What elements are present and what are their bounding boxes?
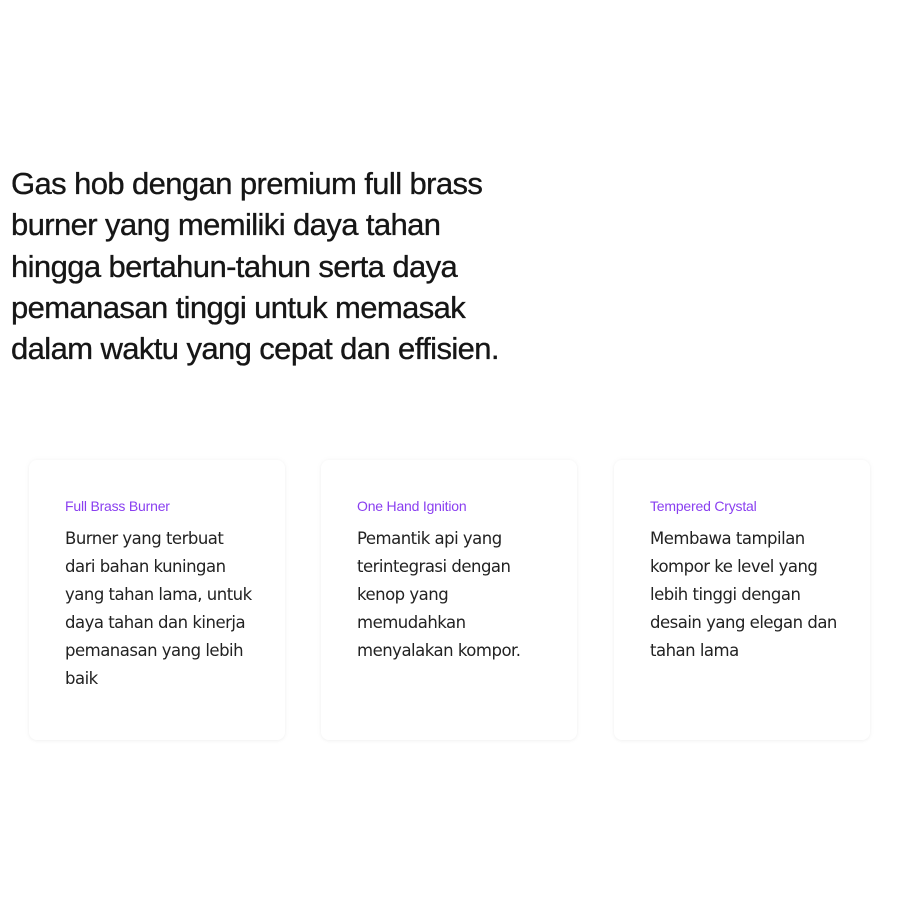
feature-title: One Hand Ignition [357, 498, 467, 514]
feature-card-full-brass-burner [29, 460, 285, 740]
feature-card-one-hand-ignition [321, 460, 577, 740]
section-headline: Gas hob dengan premium full brass burner yang memiliki daya tahan hingga bertahun-tahun serta daya pemanasan tinggi untuk memasak dalam waktu yang cepat dan effisien. [11, 166, 499, 367]
feature-card-tempered-crystal [614, 460, 870, 740]
feature-description: Pemantik api yang terintegrasi dengan kenop yang memudahkan menyalakan kompor. [357, 529, 521, 660]
feature-cards [29, 460, 871, 740]
feature-description: Membawa tampilan kompor ke level yang lebih tinggi dengan desain yang elegan dan tahan lama [650, 529, 837, 660]
feature-title: Full Brass Burner [65, 498, 170, 514]
feature-description: Burner yang terbuat dari bahan kuningan yang tahan lama, untuk daya tahan dan kinerja pemanasan yang lebih baik [65, 529, 252, 688]
feature-title: Tempered Crystal [650, 498, 757, 514]
